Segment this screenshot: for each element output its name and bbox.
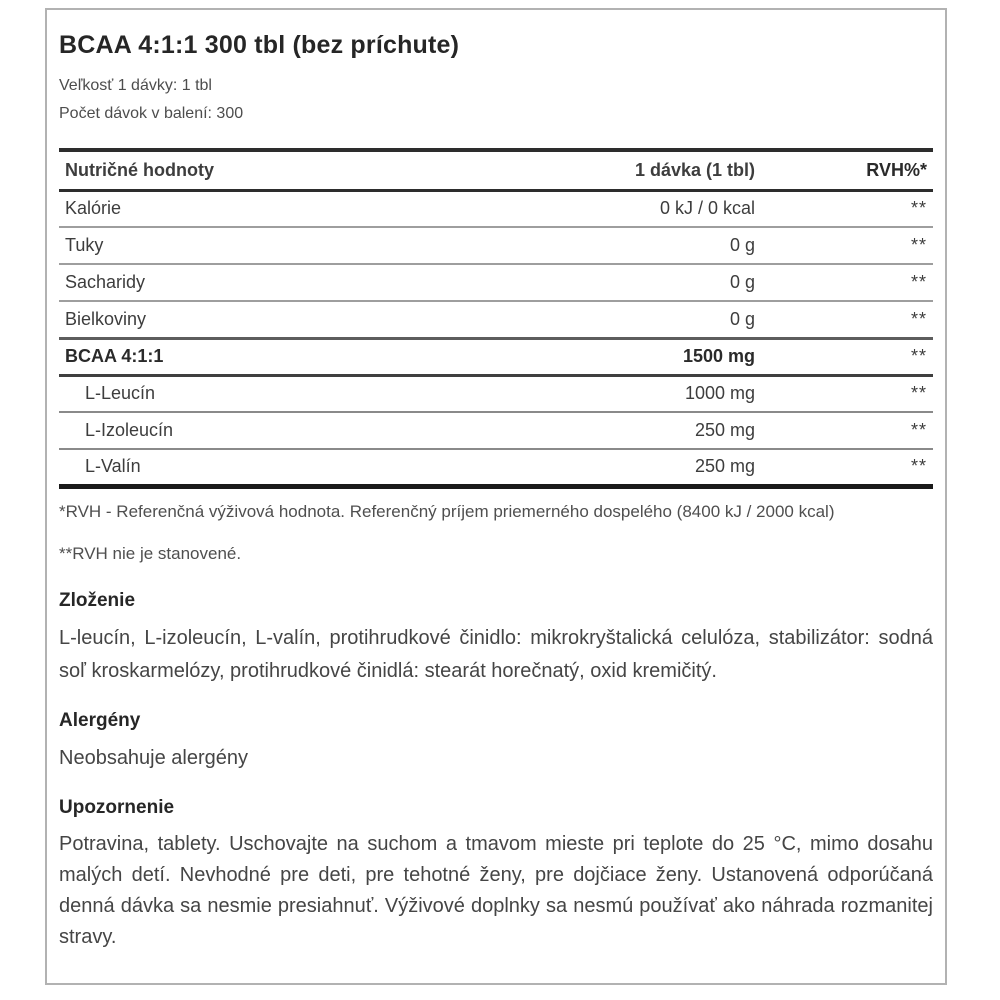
nutrient-amount: 0 g xyxy=(729,272,755,292)
nutrient-name: Tuky xyxy=(65,235,104,255)
nutrition-table-body xyxy=(59,190,933,486)
header-row xyxy=(59,150,933,190)
column-header-nutrients: Nutričné hodnoty xyxy=(59,150,571,190)
nutrient-rvh: ** xyxy=(910,456,927,477)
nutrient-name: L-Leucín xyxy=(85,383,156,404)
table-row xyxy=(59,375,933,412)
ingredients-heading: Zloženie xyxy=(59,589,136,611)
nutrient-rvh: ** xyxy=(910,308,927,329)
servings-per-pack-line: Počet dávok v balení: 300 xyxy=(59,105,244,122)
column-header-serving: 1 dávka (1 tbl) xyxy=(571,150,755,190)
allergens-heading: Alergény xyxy=(59,709,141,731)
nutrient-rvh: ** xyxy=(910,272,927,292)
nutrient-name: BCAA 4:1:1 xyxy=(65,346,164,366)
nutrient-amount: 250 mg xyxy=(694,420,755,440)
nutrient-rvh: ** xyxy=(910,235,927,255)
ingredients-text: L-leucín, L-izoleucín, L-valín, protihrudkové činidlo: mikrokryštalická celulóza, stabilizátor: sodná soľ kroskarmelózy, protihrudkové činidlá: stearát horečnatý, oxid kremičitý. xyxy=(59,626,933,682)
nutrient-amount: 1000 mg xyxy=(684,383,755,404)
table-row xyxy=(59,227,933,264)
footnote-rvh-definition: *RVH - Referenčná výživová hodnota. Referenčný príjem priemerného dospelého (8400 kJ / 2000 kcal) xyxy=(59,501,835,521)
column-header-rvh: RVH%* xyxy=(755,150,933,190)
nutrient-amount: 1500 mg xyxy=(682,346,755,366)
nutrient-amount: 0 g xyxy=(729,308,755,329)
allergens-text: Neobsahuje alergény xyxy=(59,746,249,769)
nutrition-label xyxy=(45,8,947,985)
table-row xyxy=(59,190,933,227)
warning-text: Potravina, tablety. Uschovajte na suchom a tmavom mieste pri teplote do 25 °C, mimo dosahu malých detí. Nevhodné pre deti, pre tehotné ženy, pre dojčiace ženy. Ustanovená odporúčaná denná dávka sa nesmie presiahnuť. Výživové doplnky sa nesmú používať ako náhrada rozmanitej stravy. xyxy=(59,832,933,948)
product-title: BCAA 4:1:1 300 tbl (bez príchute) xyxy=(59,31,460,59)
warning-heading: Upozornenie xyxy=(59,796,175,818)
nutrition-table-header xyxy=(59,150,933,190)
table-row xyxy=(59,338,933,375)
nutrient-name: Kalórie xyxy=(65,198,122,219)
serving-size-line: Veľkosť 1 dávky: 1 tbl xyxy=(59,77,212,94)
nutrient-amount: 0 g xyxy=(729,235,755,255)
nutrition-table xyxy=(59,148,933,489)
footnote-rvh-not-set: **RVH nie je stanovené. xyxy=(59,543,242,563)
nutrient-amount: 250 mg xyxy=(694,456,755,477)
nutrient-rvh: ** xyxy=(910,420,927,440)
table-row xyxy=(59,301,933,338)
table-row xyxy=(59,264,933,301)
nutrient-rvh: ** xyxy=(910,383,927,404)
nutrient-name: L-Izoleucín xyxy=(85,420,174,440)
nutrient-amount: 0 kJ / 0 kcal xyxy=(659,198,755,219)
table-row xyxy=(59,412,933,449)
nutrient-name: L-Valín xyxy=(85,456,141,477)
table-row xyxy=(59,449,933,486)
nutrient-name: Sacharidy xyxy=(65,272,146,292)
nutrient-rvh: ** xyxy=(910,346,927,366)
nutrient-rvh: ** xyxy=(910,198,927,219)
nutrient-name: Bielkoviny xyxy=(65,308,147,329)
